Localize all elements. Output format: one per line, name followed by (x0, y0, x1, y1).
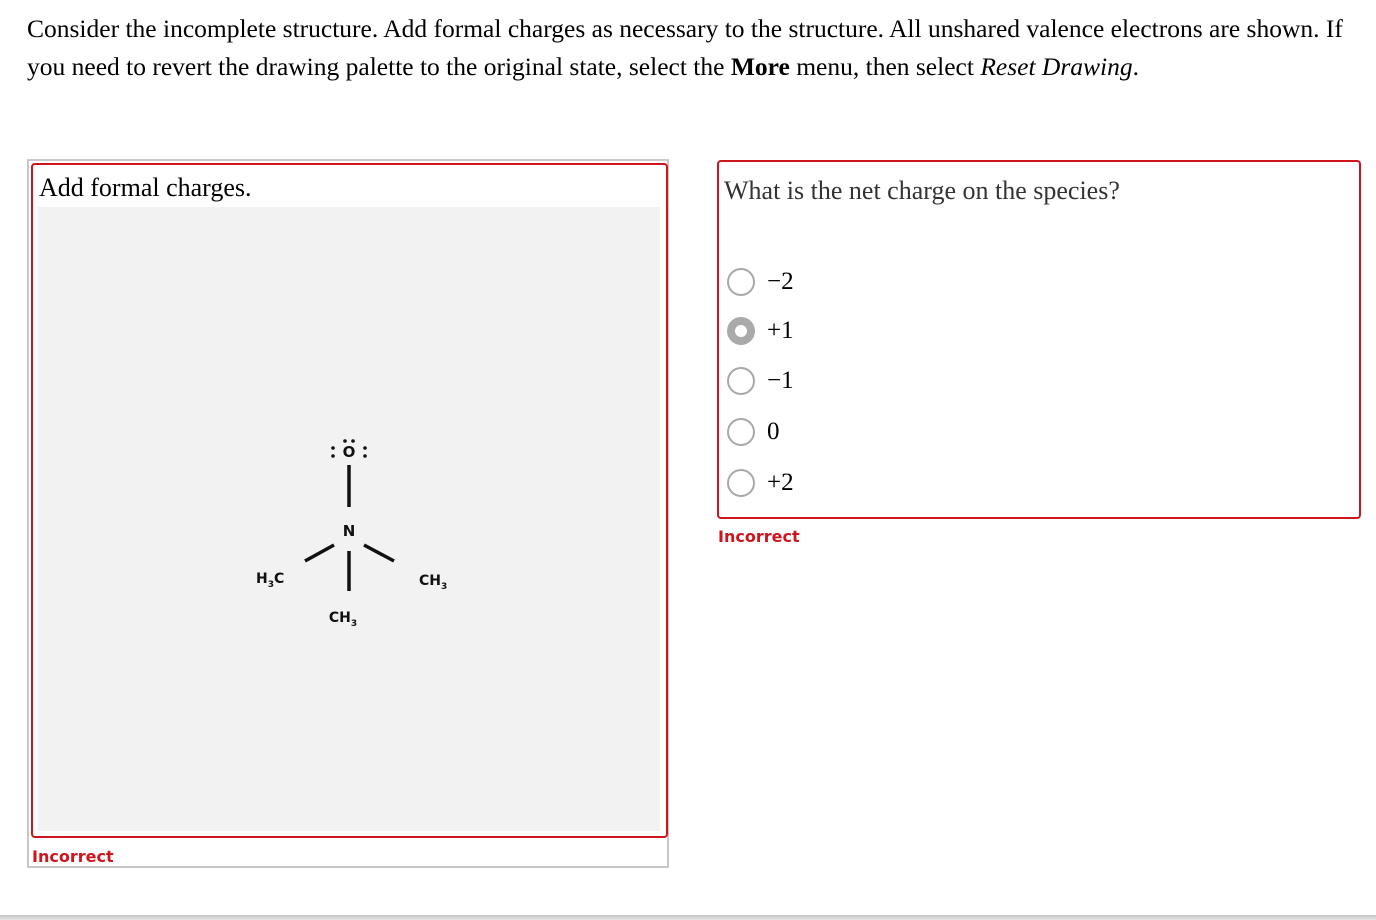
bond-n-left-methyl[interactable] (305, 545, 334, 561)
oxygen-label: O (342, 443, 356, 461)
molecule-structure[interactable] (38, 207, 660, 831)
more-menu-reference: More (730, 52, 790, 81)
option-zero[interactable] (727, 415, 780, 449)
option-plus-1[interactable] (727, 314, 794, 348)
instructions-part2: menu, then select (789, 52, 981, 81)
bottom-methyl-label: $CH_3$ (328, 610, 358, 629)
lone-pair-dot (331, 454, 335, 458)
option-label: +1 (767, 317, 794, 344)
lone-pair-dot (363, 454, 367, 458)
reset-drawing-reference: Reset Drawing (980, 52, 1133, 81)
drawing-canvas[interactable] (38, 207, 660, 831)
charge-feedback-incorrect: Incorrect (718, 527, 800, 546)
radio-button-selected[interactable] (727, 317, 755, 345)
radio-button[interactable] (727, 268, 755, 296)
drawing-prompt: Add formal charges. (39, 173, 252, 202)
radio-button[interactable] (727, 469, 755, 497)
option-minus-1[interactable] (727, 364, 794, 398)
page-bottom-divider (0, 915, 1376, 920)
nitrogen-atom[interactable]: N (342, 522, 356, 540)
option-plus-2[interactable] (727, 466, 794, 500)
lone-pair-dot (331, 446, 335, 450)
bond-n-right-methyl[interactable] (364, 545, 394, 561)
radio-button[interactable] (727, 418, 755, 446)
charge-prompt: What is the net charge on the species? (724, 176, 1120, 205)
drawing-feedback-incorrect: Incorrect (32, 847, 120, 866)
right-methyl-group[interactable] (419, 573, 447, 592)
instructions-text (27, 10, 1357, 86)
drawing-question-frame (31, 163, 668, 838)
radio-button[interactable] (727, 367, 755, 395)
right-methyl-label: $CH_3$ (419, 573, 448, 592)
option-label: −1 (767, 367, 794, 394)
left-methyl-label: $H_3C$ (256, 571, 285, 590)
lone-pair-dot (363, 446, 367, 450)
option-label: −2 (767, 268, 794, 295)
lone-pair-dot (343, 439, 347, 443)
bottom-methyl-group[interactable] (329, 610, 357, 629)
oxygen-atom[interactable] (331, 439, 367, 461)
option-label: +2 (767, 469, 794, 496)
option-minus-2[interactable] (727, 265, 794, 299)
charge-question-frame (717, 160, 1361, 519)
instructions-part1: Consider the incomplete structure. Add formal charges as necessary to the structure. All unshared valence electrons are shown. If you need to revert the drawing palette to the original state, select the (27, 14, 1343, 81)
option-label: 0 (767, 418, 780, 445)
left-methyl-group[interactable] (256, 571, 284, 590)
instructions-part3: . (1132, 52, 1139, 81)
lone-pair-dot (351, 439, 355, 443)
